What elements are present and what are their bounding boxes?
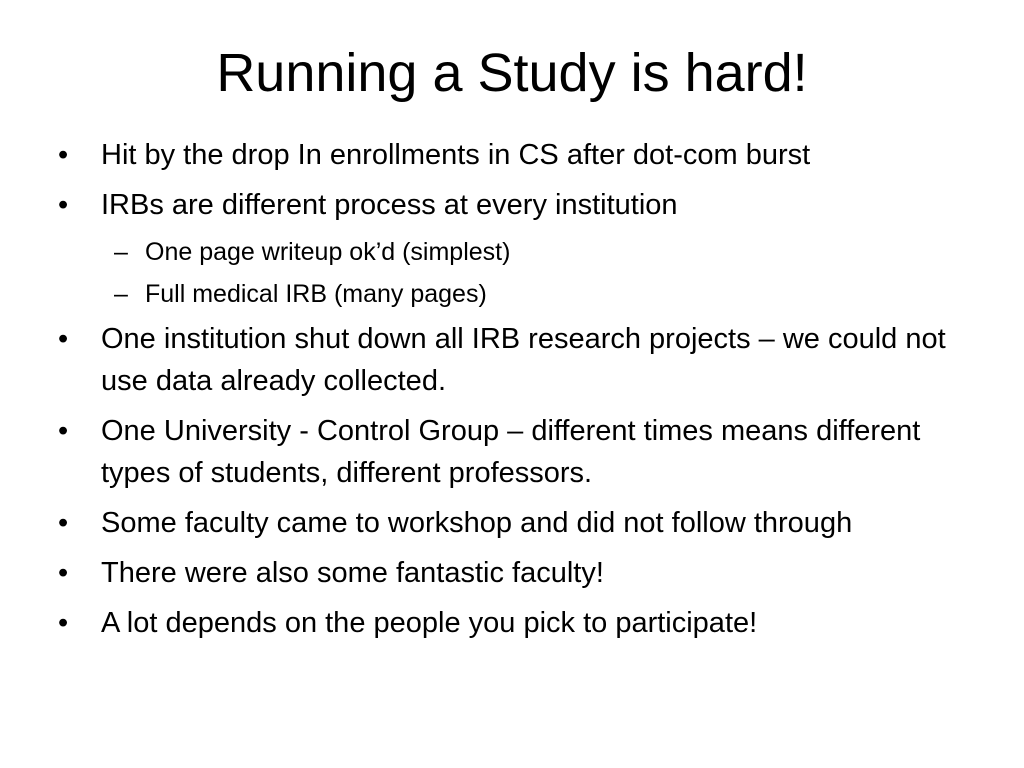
bullet-icon: •	[58, 189, 69, 221]
bullet-item	[58, 552, 978, 594]
sub-bullet-text: One page writeup ok’d (simplest)	[145, 238, 511, 266]
bullet-icon: •	[58, 507, 69, 539]
sub-bullet-item	[58, 234, 978, 270]
bullet-icon: •	[58, 607, 69, 639]
bullet-item	[58, 134, 978, 176]
sub-bullet-text: Full medical IRB (many pages)	[145, 280, 487, 308]
dash-icon: –	[114, 238, 128, 266]
bullet-icon: •	[58, 415, 69, 447]
bullet-item	[58, 410, 978, 494]
bullet-item	[58, 184, 978, 226]
bullet-icon: •	[58, 557, 69, 589]
bullet-text: Some faculty came to workshop and did not follow through	[101, 507, 853, 539]
bullet-text: One University - Control Group – different times means different types of students, different professors.	[101, 415, 921, 489]
bullet-text: Hit by the drop In enrollments in CS after dot-com burst	[101, 139, 811, 171]
dash-icon: –	[114, 280, 128, 308]
bullet-text: A lot depends on the people you pick to participate!	[101, 607, 758, 639]
bullet-item	[58, 602, 978, 644]
bullet-list	[58, 134, 978, 652]
bullet-text: One institution shut down all IRB research projects – we could not use data already collected.	[101, 323, 946, 397]
bullet-item	[58, 502, 978, 544]
slide-title: Running a Study is hard!	[216, 43, 808, 103]
bullet-item	[58, 318, 978, 402]
bullet-icon: •	[58, 139, 69, 171]
bullet-text: IRBs are different process at every institution	[101, 189, 678, 221]
bullet-text: There were also some fantastic faculty!	[101, 557, 604, 589]
sub-bullet-item	[58, 276, 978, 312]
bullet-icon: •	[58, 323, 69, 355]
